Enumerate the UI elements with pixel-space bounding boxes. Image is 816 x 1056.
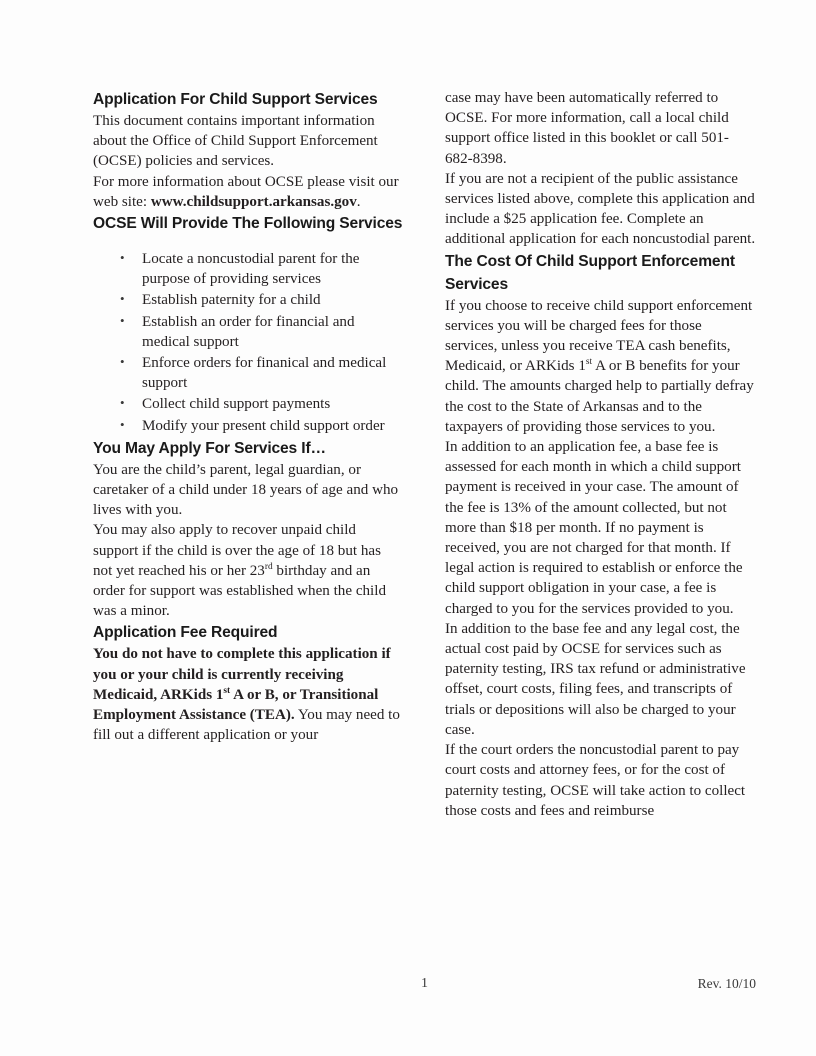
services-heading: OCSE Will Provide The Following Services [93,215,403,233]
fee-heading: Application Fee Required [93,624,278,642]
fee-paragraph [93,644,404,745]
services-list [93,249,404,436]
continued-paragraph: case may have been automatically referred to OCSE. For more information, call a local child support office listed in this booklet or call 501-682-8398. [445,90,729,167]
ordinal-suffix-st: st [223,685,231,696]
eligibility-paragraph-2 [93,520,404,621]
two-column-body [93,88,756,948]
list-item: • Establish paternity for a child [93,290,404,310]
right-column [445,88,756,948]
website-url[interactable]: www.childsupport.arkansas.gov [150,193,357,210]
intro-paragraph: This document contains important information about the Office of Child Support Enforcement (OCSE) policies and services. [93,113,378,170]
court-orders-paragraph: If the court orders the noncustodial parent to pay court costs and attorney fees, or for the cost of paternity testing, OCSE will take action to collect those costs and fees and reimburse [445,742,746,819]
ordinal-suffix-rd: rd [264,561,273,572]
cost-paragraph-start: If you choose to receive child support enforcement services you will be charged fees for those services, unless you receive TEA cash benefits, Medicaid, or ARKids 1 [445,297,753,375]
cost-paragraph [445,296,756,437]
fee-paragraph-regular: You may need to fill out a different application or your [93,707,400,744]
revision-label: Rev. 10/10 [697,976,756,991]
list-item: • Collect child support payments [93,394,404,414]
eligibility-paragraph-2-text-start: You may also apply to recover unpaid child support if the child is over the age of 18 but has not yet reached his or her 23 [93,522,381,579]
eligibility-paragraph-2-text-end: birthday and an order for support was established when the child was a minor. [93,562,386,620]
cost-heading: The Cost Of Child Support Enforcement Services [445,252,735,293]
list-item: • Locate a noncustodial parent for the purpose of providing services [93,249,404,289]
page-footer [93,975,756,995]
left-column [93,88,404,948]
base-fee-paragraph: In addition to an application fee, a base fee is assessed for each month in which a child support payment is received in your case. The amount of the fee is 13% of the amount collected, but not more than $18 per month. If no payment is received, you are not charged for that month. If legal action is required to establish or enforce the child support obligation in your case, a fee is charged to you for the services provided to you. [445,439,743,617]
website-paragraph [93,172,404,212]
nonrecipient-paragraph: If you are not a recipient of the public assistance services listed above, complete this application and include a $25 application fee. Complete an additional application for each noncustodial parent. [445,170,756,248]
actual-cost-paragraph: In addition to the base fee and any legal cost, the actual cost paid by OCSE for services such as paternity testing, IRS tax refund or administrative offset, court costs, filing fees, and transcripts of trials or depositions will also be charged to your case. [445,620,746,738]
cost-paragraph-end: A or B benefits for your child. The amounts charged help to partially defray the cost to the State of Arkansas and to the taxpayers of providing those services to you. [445,358,754,435]
eligibility-heading: You May Apply For Services If… [93,439,326,457]
fee-paragraph-bold-start: You do not have to complete this application if you or your child is currently receiving Medicaid, ARKids 1 [93,646,391,703]
list-item: • Enforce orders for finanical and medical support [93,353,404,393]
website-paragraph-end: . [356,193,361,210]
fee-paragraph-bold-end: A or B, or Transitional Employment Assistance (TEA). [93,686,379,724]
list-item: • Modify your present child support order [93,416,404,436]
website-paragraph-lead: For more information about OCSE please visit our web site: [93,173,399,210]
list-item: • Establish an order for financial and medical support [93,312,404,352]
ordinal-suffix-st: st [585,357,593,368]
page-number: 1 [421,976,428,991]
eligibility-paragraph-1: You are the child’s parent, legal guardian, or caretaker of a child under 18 years of age and who lives with you. [93,461,399,519]
page-title: Application For Child Support Services [93,91,378,108]
